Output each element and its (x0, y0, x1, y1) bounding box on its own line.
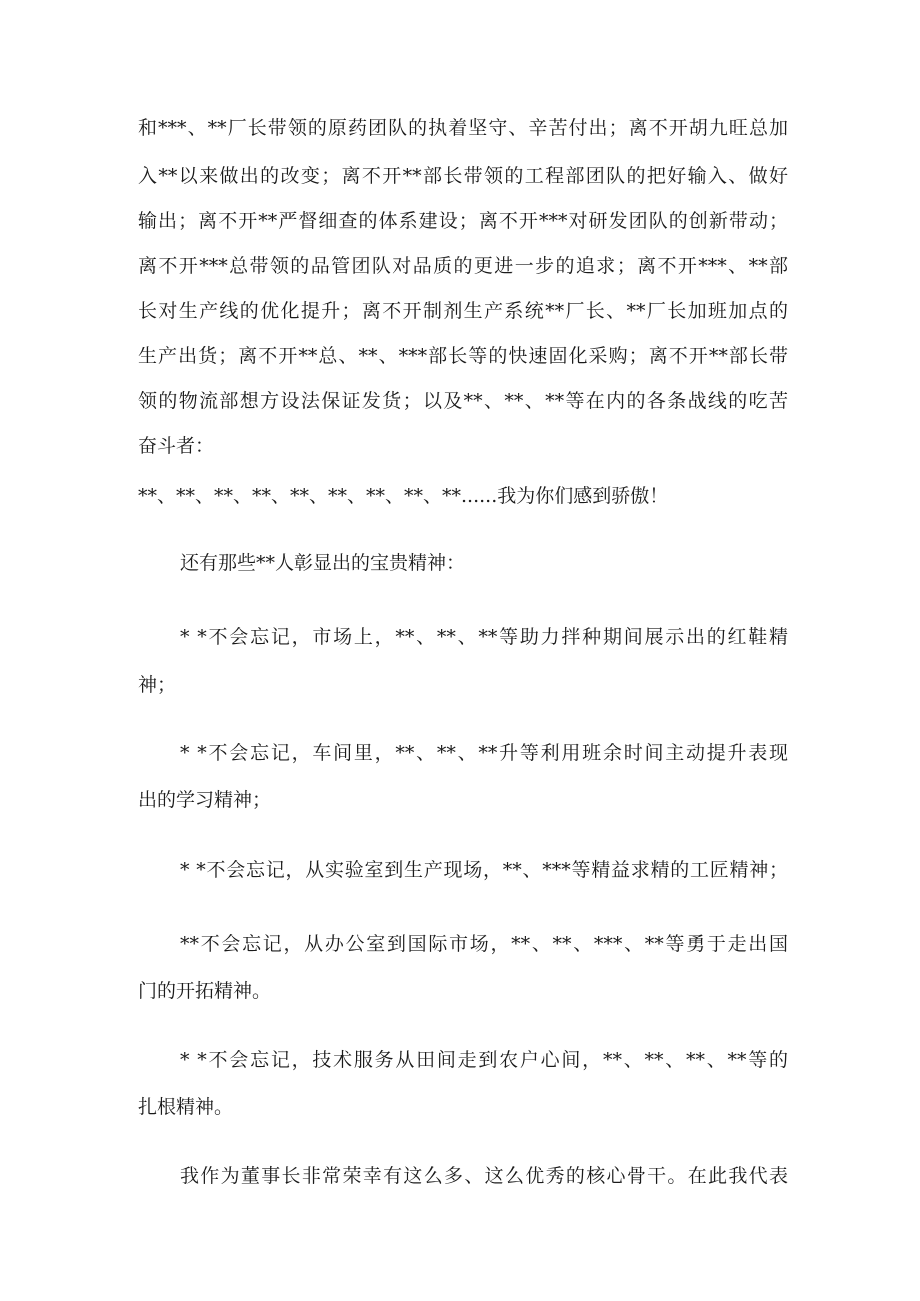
paragraph-line: 离不开***总带领的品管团队对品质的更进一步的追求；离不开***、**部 (138, 255, 788, 277)
paragraph-line: 出的学习精神； (138, 789, 272, 811)
paragraph-line: **不会忘记，从办公室到国际市场，**、**、***、**等勇于走出国 (180, 933, 788, 955)
paragraph-line: 输出；离不开**严督细查的体系建设；离不开***对研发团队的创新带动； (138, 210, 788, 232)
paragraph-line: 门的开拓精神。 (138, 980, 272, 1002)
paragraph-line: 神； (138, 674, 177, 696)
paragraph-line: 入**以来做出的改变；离不开**部长带领的工程部团队的把好输入、做好 (138, 165, 788, 187)
paragraph-line: * *不会忘记，技术服务从田间走到农户心间，**、**、**、**等的 (180, 1049, 788, 1071)
paragraph-line: 和***、**厂长带领的原药团队的执着坚守、辛苦付出；离不开胡九旺总加 (138, 117, 788, 139)
paragraph-line: 还有那些**人彰显出的宝贵精神： (180, 552, 466, 574)
paragraph-line: **、**、**、**、**、**、**、**、**......我为你们感到骄傲！ (138, 485, 669, 507)
paragraph-line: * *不会忘记，从实验室到生产现场，**、***等精益求精的工匠精神； (180, 859, 788, 881)
paragraph-line: 长对生产线的优化提升；离不开制剂生产系统**厂长、**厂长加班加点的 (138, 300, 788, 322)
paragraph-line: 生产出货；离不开**总、**、***部长等的快速固化采购；离不开**部长带 (138, 345, 788, 367)
paragraph-line: * *不会忘记，车间里，**、**、**升等利用班余时间主动提升表现 (180, 742, 788, 764)
paragraph-line: 奋斗者： (138, 435, 215, 457)
paragraph-line: * *不会忘记，市场上，**、**、**等助力拌种期间展示出的红鞋精 (180, 626, 788, 648)
paragraph-line: 我作为董事长非常荣幸有这么多、这么优秀的核心骨干。在此我代表 (180, 1165, 788, 1187)
paragraph-line: 领的物流部想方设法保证发货；以及**、**、**等在内的各条战线的吃苦 (138, 390, 788, 412)
paragraph-line: 扎根精神。 (138, 1096, 234, 1118)
